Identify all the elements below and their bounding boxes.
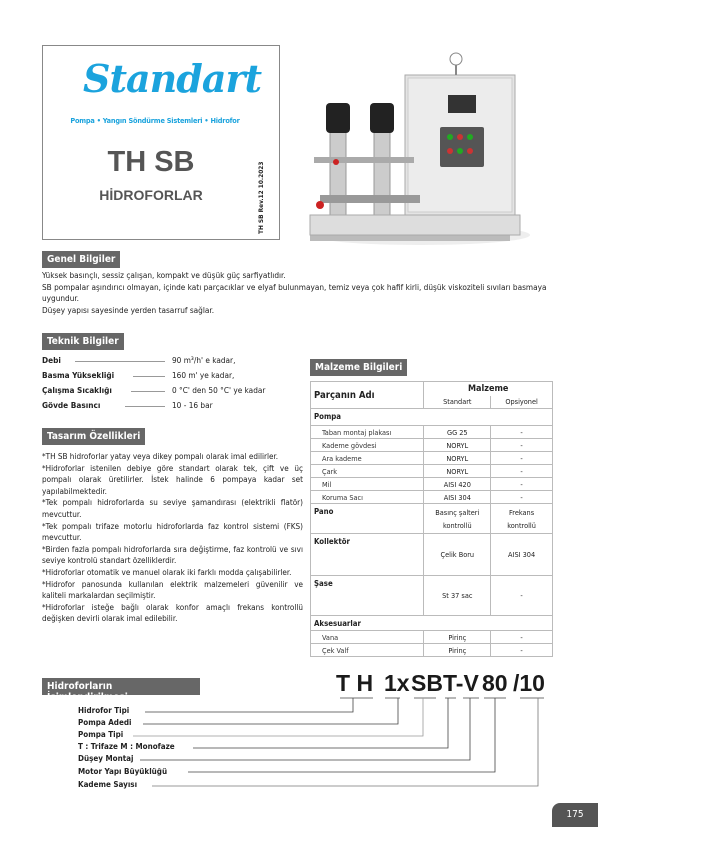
group-kollektor: Kollektör <box>311 534 424 576</box>
code-part: T-V <box>443 670 479 696</box>
page-number: 175 <box>552 803 598 827</box>
code-part: 1x <box>384 670 410 696</box>
product-title: TH SB <box>107 146 195 178</box>
section-genel-bilgiler: Genel Bilgiler <box>42 251 120 268</box>
section-teknik-bilgiler: Teknik Bilgiler <box>42 333 124 350</box>
teknik-label: Çalışma Sıcaklığı <box>42 385 112 395</box>
naming-label: Pompa Tipi <box>78 730 124 739</box>
feature-item: *Hidrofor panosunda kullanılan elektrik malzemeleri güvenilir ve kaliteli markalardan seçilmiştir. <box>42 578 303 601</box>
feature-item: *Hidroforlar istenilen debiye göre standart olarak tek, çift ve üç pompalı olarak üretilirler. İstek halinde 6 pompaya kadar set yapılabilmektedir. <box>42 462 303 496</box>
standard-value: Basınç şalteri kontrollü <box>424 504 491 534</box>
section-isimlendirme: Hidroforların İsimlendirilmesi <box>42 678 200 695</box>
feature-item: *Hidroforlar otomatik ve manuel olarak iki farklı modda çalışabilirler. <box>42 566 292 577</box>
feature-item: *Birden fazla pompalı hidroforlarda sıra değiştirme, faz kontrolü ve sıvı seviye kontrolü standart özelliklerdir. <box>42 543 303 566</box>
standard-value: AISI 304 <box>424 491 491 504</box>
standard-value: NORYL <box>424 452 491 465</box>
standard-value: AISI 420 <box>424 478 491 491</box>
part-name: Kademe gövdesi <box>311 439 424 452</box>
genel-line: SB pompalar aşındırıcı olmayan, içinde katı parçacıklar ve elyaf bulunmayan, temiz veya çok hafif kirli, düşük viskoziteli sıvıları basmaya uygundur. <box>42 281 547 303</box>
group-pano: Pano <box>311 504 424 534</box>
optional-value: AISI 304 <box>491 534 553 576</box>
code-part: /10 <box>513 670 545 696</box>
product-subtitle: HİDROFORLAR <box>99 187 203 203</box>
naming-label: Motor Yapı Büyüklüğü <box>78 767 168 776</box>
group-aksesuarlar: Aksesuarlar <box>311 616 553 631</box>
standard-value: GG 25 <box>424 426 491 439</box>
naming-label: Pompa Adedi <box>78 718 132 727</box>
teknik-value: 160 m' ye kadar, <box>172 370 235 380</box>
standard-value: Çelik Boru <box>424 534 491 576</box>
col-header-material: Malzeme <box>424 382 553 396</box>
standard-value: St 37 sac <box>424 576 491 616</box>
optional-value: - <box>491 439 553 452</box>
optional-value: - <box>491 452 553 465</box>
brand-tagline: Pompa • Yangın Söndürme Sistemleri • Hidrofor <box>70 116 240 125</box>
col-header-standard: Standart <box>424 396 491 409</box>
optional-value: - <box>491 465 553 478</box>
part-name: Koruma Sacı <box>311 491 424 504</box>
feature-item: *Tek pompalı hidroforlarda su seviye şamandırası (elektrikli flatör) mevcuttur. <box>42 497 303 519</box>
optional-value: - <box>491 644 553 657</box>
col-header-part: Parçanın Adı <box>311 382 424 409</box>
part-name: Çark <box>311 465 424 478</box>
section-tasarim-ozellikleri: Tasarım Özellikleri <box>42 428 145 445</box>
revision-label: TH SB Rev.12 10.2023 <box>257 161 265 234</box>
group-pompa: Pompa <box>311 409 553 426</box>
col-header-optional: Opsiyonel <box>491 396 553 409</box>
optional-value: - <box>491 576 553 616</box>
code-part: SB <box>411 670 443 696</box>
feature-item: *TH SB hidroforlar yatay veya dikey pompalı olarak imal edilirler. <box>42 451 279 461</box>
naming-label: Kademe Sayısı <box>78 780 138 789</box>
standard-value: Pirinç <box>424 631 491 644</box>
optional-value: - <box>491 491 553 504</box>
part-name: Ara kademe <box>311 452 424 465</box>
naming-label: T : Trifaze M : Monofaze <box>78 742 175 751</box>
optional-value: - <box>491 426 553 439</box>
standard-value: Pirinç <box>424 644 491 657</box>
part-name: Çek Valf <box>311 644 424 657</box>
optional-value: - <box>491 478 553 491</box>
brand-logo: Standart <box>83 56 262 101</box>
section-malzeme-bilgileri: Malzeme Bilgileri <box>310 359 407 376</box>
teknik-value: 10 - 16 bar <box>172 400 213 410</box>
naming-label: Düşey Montaj <box>78 754 134 763</box>
teknik-label: Basma Yüksekliği <box>42 370 115 380</box>
code-part: T H <box>336 670 374 696</box>
naming-label: Hidrofor Tipi <box>78 706 130 715</box>
part-name: Taban montaj plakası <box>311 426 424 439</box>
optional-value: - <box>491 631 553 644</box>
teknik-label: Gövde Basıncı <box>42 400 101 410</box>
feature-item: *Tek pompalı trifaze motorlu hidroforlarda faz kontrol sistemi (FKS) mevcuttur. <box>42 520 303 543</box>
genel-line: Düşey yapısı sayesinde yerden tasarruf sağlar. <box>42 304 215 315</box>
standard-value: NORYL <box>424 439 491 452</box>
standard-value: NORYL <box>424 465 491 478</box>
part-name: Vana <box>311 631 424 644</box>
optional-value: Frekans kontrollü <box>491 504 553 534</box>
code-part: 80 <box>482 670 508 696</box>
group-sase: Şase <box>311 576 424 616</box>
part-name: Mil <box>311 478 424 491</box>
teknik-label: Debi <box>42 355 61 365</box>
teknik-value: 0 °C' den 50 °C' ye kadar <box>172 385 266 395</box>
teknik-value: 90 m³/h' e kadar, <box>172 355 236 365</box>
feature-item: *Hidroforlar isteğe bağlı olarak konfor amaçlı frekans kontrollü değişken devirli olarak imal edilebilir. <box>42 601 303 624</box>
genel-line: Yüksek basınçlı, sessiz çalışan, kompakt ve düşük güç sarfiyatlıdır. <box>42 270 286 280</box>
